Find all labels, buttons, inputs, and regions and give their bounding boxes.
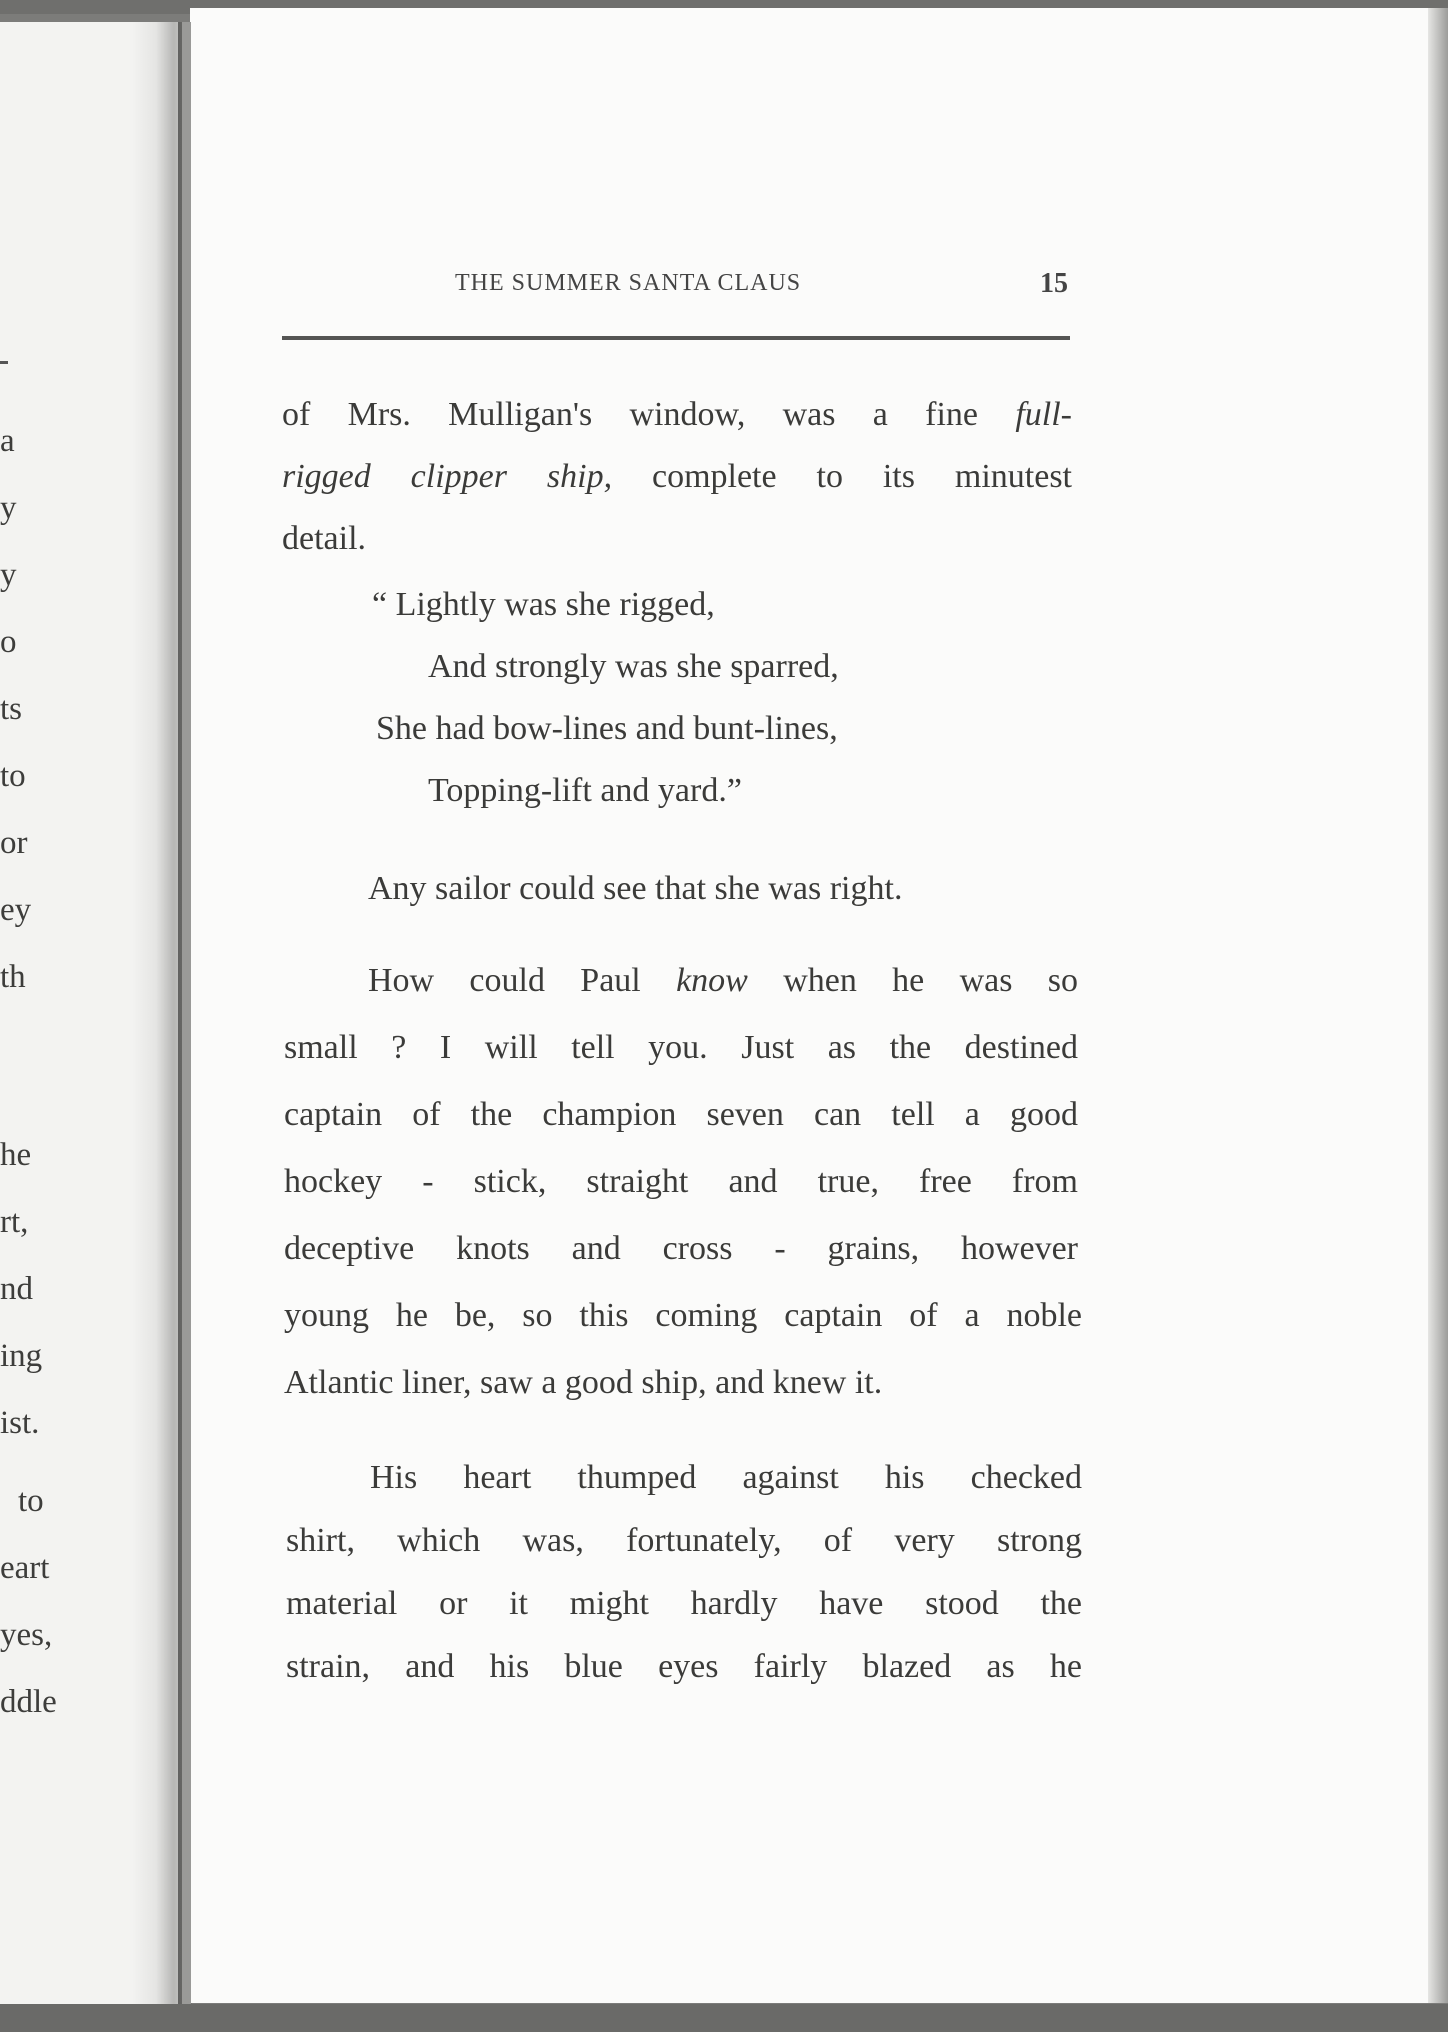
spine-line — [182, 22, 191, 2007]
text-line: hockey - stick, straight and true, free from — [284, 1163, 1078, 1200]
text-line — [282, 460, 1072, 494]
left-fragment: or — [0, 825, 28, 861]
text-line: deceptive knots and cross - grains, however — [284, 1230, 1078, 1267]
text-line: His heart thumped against his checked — [370, 1459, 1082, 1496]
left-fragment: to — [18, 1483, 44, 1519]
header-rule — [282, 336, 1070, 340]
left-fragment: yes, — [0, 1617, 53, 1653]
verse-line: Topping-lift and yard.” — [428, 772, 742, 809]
text-line: Atlantic liner, saw a good ship, and knew it. — [284, 1364, 883, 1401]
text-line — [368, 964, 1078, 998]
page-number: 15 — [1040, 268, 1068, 299]
text-span: when he was so — [783, 962, 1079, 999]
text-line: small ? I will tell you. Just as the destined — [284, 1029, 1078, 1066]
text-line: shirt, which was, fortunately, of very strong — [286, 1522, 1082, 1559]
text-span: complete to its minutest — [651, 458, 1072, 495]
left-fragment: to — [0, 758, 26, 794]
left-fragment: o — [0, 624, 17, 660]
running-head: THE SUMMER SANTA CLAUS — [455, 270, 802, 296]
page-edge — [1428, 8, 1448, 2003]
left-page-dash — [0, 361, 8, 364]
left-fragment: ing — [0, 1338, 43, 1374]
left-fragment: ddle — [0, 1684, 57, 1720]
verse-line: And strongly was she sparred, — [428, 648, 839, 685]
text-line: strain, and his blue eyes fairly blazed as he — [286, 1648, 1082, 1685]
text-line: young he be, so this coming captain of a noble — [284, 1297, 1082, 1334]
text-span: How could Paul — [368, 962, 641, 999]
left-fragment: y — [0, 490, 17, 526]
text-line: captain of the champion seven can tell a good — [284, 1096, 1078, 1133]
left-fragment: rt, — [0, 1204, 29, 1240]
left-fragment: eart — [0, 1550, 50, 1586]
text-line: Any sailor could see that she was right. — [368, 870, 903, 907]
left-fragment: he — [0, 1137, 32, 1173]
text-span: of Mrs. Mulligan's window, was a fine — [282, 396, 979, 433]
verse-line: “ Lightly was she rigged, — [372, 586, 715, 623]
left-fragment: a — [0, 423, 15, 459]
left-fragment: ts — [0, 691, 23, 727]
left-fragment: nd — [0, 1271, 33, 1307]
left-fragment: y — [0, 557, 17, 593]
verse-line: She had bow-lines and bunt-lines, — [376, 710, 838, 747]
right-page — [190, 8, 1430, 2003]
left-fragment: th — [0, 959, 26, 995]
italic-span: rigged clipper ship, — [282, 458, 613, 495]
text-line — [282, 398, 1072, 432]
italic-span: full- — [1015, 396, 1072, 433]
scan-bottom-border — [0, 2004, 1448, 2032]
text-line: detail. — [282, 520, 367, 557]
italic-span: know — [676, 962, 748, 999]
text-line: material or it might hardly have stood the — [286, 1585, 1082, 1622]
left-fragment: ist. — [0, 1405, 40, 1441]
left-fragment: ey — [0, 892, 32, 928]
